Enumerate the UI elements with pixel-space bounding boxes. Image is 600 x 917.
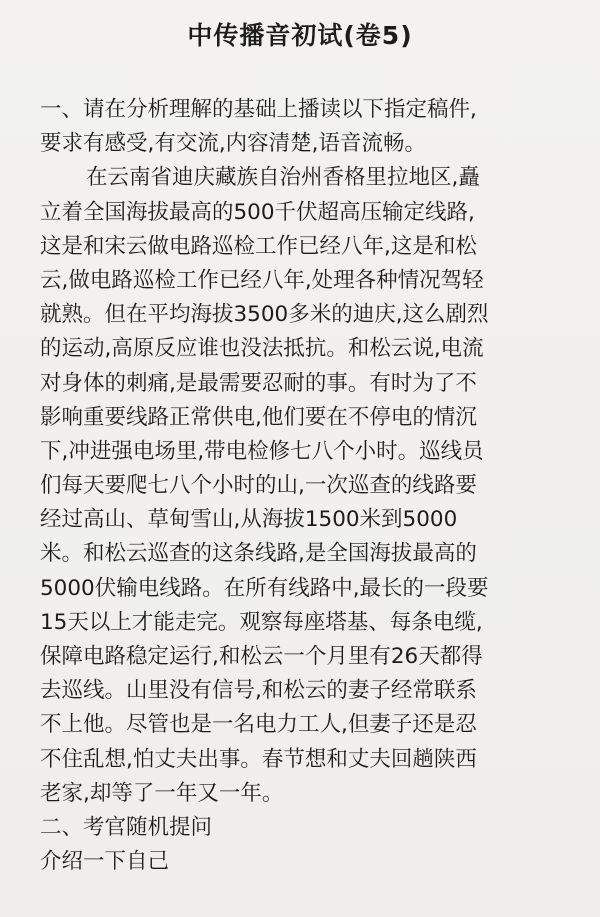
- section-heading: 二、考官随机提问: [40, 814, 213, 840]
- text-line: 5000伏输电线路。在所有线路中,最长的一段要: [40, 575, 489, 601]
- text-line: 在云南省迪庆藏族自治州香格里拉地区,矗: [86, 165, 480, 191]
- text-line: 保障电路稳定运行,和松云一个月里有26天都得: [40, 644, 483, 669]
- text-line: 一、请在分析理解的基础上播读以下指定稿件,: [40, 97, 477, 122]
- document-title: 中传播音初试(卷5): [187, 21, 413, 50]
- text-line: 去巡线。山里没有信号,和松云的妻子经常联系: [40, 678, 477, 704]
- text-line: 下,冲进强电场里,带电检修七八个小时。巡线员: [40, 438, 484, 464]
- text-line: 经过高山、草甸雪山,从海拔1500米到5000: [40, 507, 458, 533]
- text-line: 介绍一下自己: [40, 849, 170, 875]
- text-line: 立着全国海拔最高的500千伏超高压输定线路,: [40, 199, 475, 225]
- text-line: 影响重要线路正常供电,他们要在不停电的情沉: [40, 404, 477, 430]
- text-line: 米。和松云巡查的这条线路,是全国海拔最高的: [40, 541, 477, 567]
- text-line: 这是和宋云做电路巡检工作已经八年,这是和松: [40, 233, 477, 259]
- text-line: 不住乱想,怕丈夫出事。春节想和丈夫回趟陕西: [40, 746, 477, 772]
- text-line: 云,做电路巡检工作已经八年,处理各种情况驾轻: [40, 267, 484, 293]
- text-line: 老家,却等了一年又一年。: [40, 780, 284, 806]
- text-line: 对身体的刺痛,是最需要忍耐的事。有时为了不: [40, 370, 477, 396]
- document-body: [40, 93, 560, 879]
- text-line: 不上他。尽管也是一名电力工人,但妻子还是忍: [40, 712, 477, 738]
- text-line: 的运动,高原反应谁也没法抵抗。和松云说,电流: [40, 336, 484, 362]
- text-line: 们每天要爬七八个小时的山,一次巡查的线路要: [40, 473, 477, 499]
- text-line: 就熟。但在平均海拔3500多米的迪庆,这么剧烈: [40, 302, 489, 328]
- text-line: 15天以上才能走完。观察每座塔基、每条电缆,: [40, 609, 483, 635]
- text-line: 要求有感受,有交流,内容清楚,语音流畅。: [40, 131, 427, 157]
